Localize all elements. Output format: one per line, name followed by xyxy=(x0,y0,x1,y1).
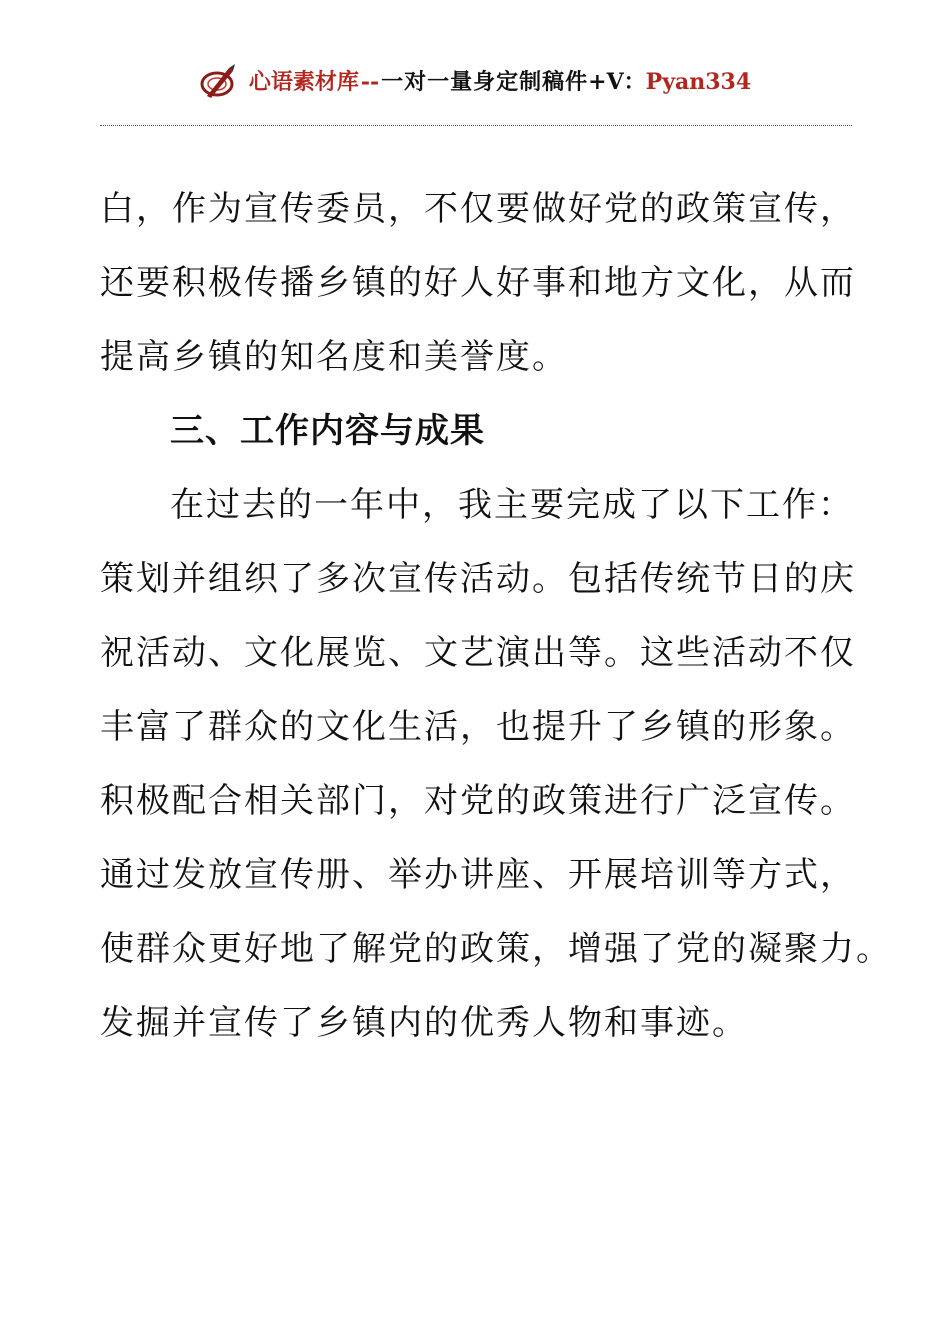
paragraph-line: 通过发放宣传册、举办讲座、开展培训等方式， xyxy=(100,855,856,895)
header-tagline: 一对一量身定制稿件 xyxy=(381,69,589,95)
contact-handle: Pyan334 xyxy=(645,69,752,95)
paragraph-line: 使群众更好地了解党的政策，增强了党的凝聚力。 xyxy=(100,929,892,969)
header-title xyxy=(249,71,751,93)
paragraph-line: 发掘并宣传了乡镇内的优秀人物和事迹。 xyxy=(100,1003,748,1043)
paragraph-line: 丰富了群众的文化生活，也提升了乡镇的形象。 xyxy=(100,707,856,747)
paragraph-line: 提高乡镇的知名度和美誉度。 xyxy=(100,337,568,377)
paragraph-line: 策划并组织了多次宣传活动。包括传统节日的庆 xyxy=(100,559,856,599)
paragraph-line: 祝活动、文化展览、文艺演出等。这些活动不仅 xyxy=(100,633,856,673)
brand-name: 心语素材库 xyxy=(248,69,359,95)
paragraph-line: 白，作为宣传委员，不仅要做好党的政策宣传， xyxy=(100,189,856,229)
quill-pen-logo-icon xyxy=(199,62,239,102)
paragraph-line: 还要积极传播乡镇的好人好事和地方文化，从而 xyxy=(100,263,856,303)
contact-prefix: +V： xyxy=(588,69,646,95)
header-divider xyxy=(100,125,852,126)
page-header xyxy=(0,58,950,106)
header-separator: -- xyxy=(360,69,380,95)
section-heading: 三、工作内容与成果 xyxy=(170,411,485,451)
paragraph-line: 积极配合相关部门，对党的政策进行广泛宣传。 xyxy=(100,781,856,821)
paragraph-line: 在过去的一年中，我主要完成了以下工作： xyxy=(170,485,854,525)
document-body xyxy=(100,172,892,1060)
